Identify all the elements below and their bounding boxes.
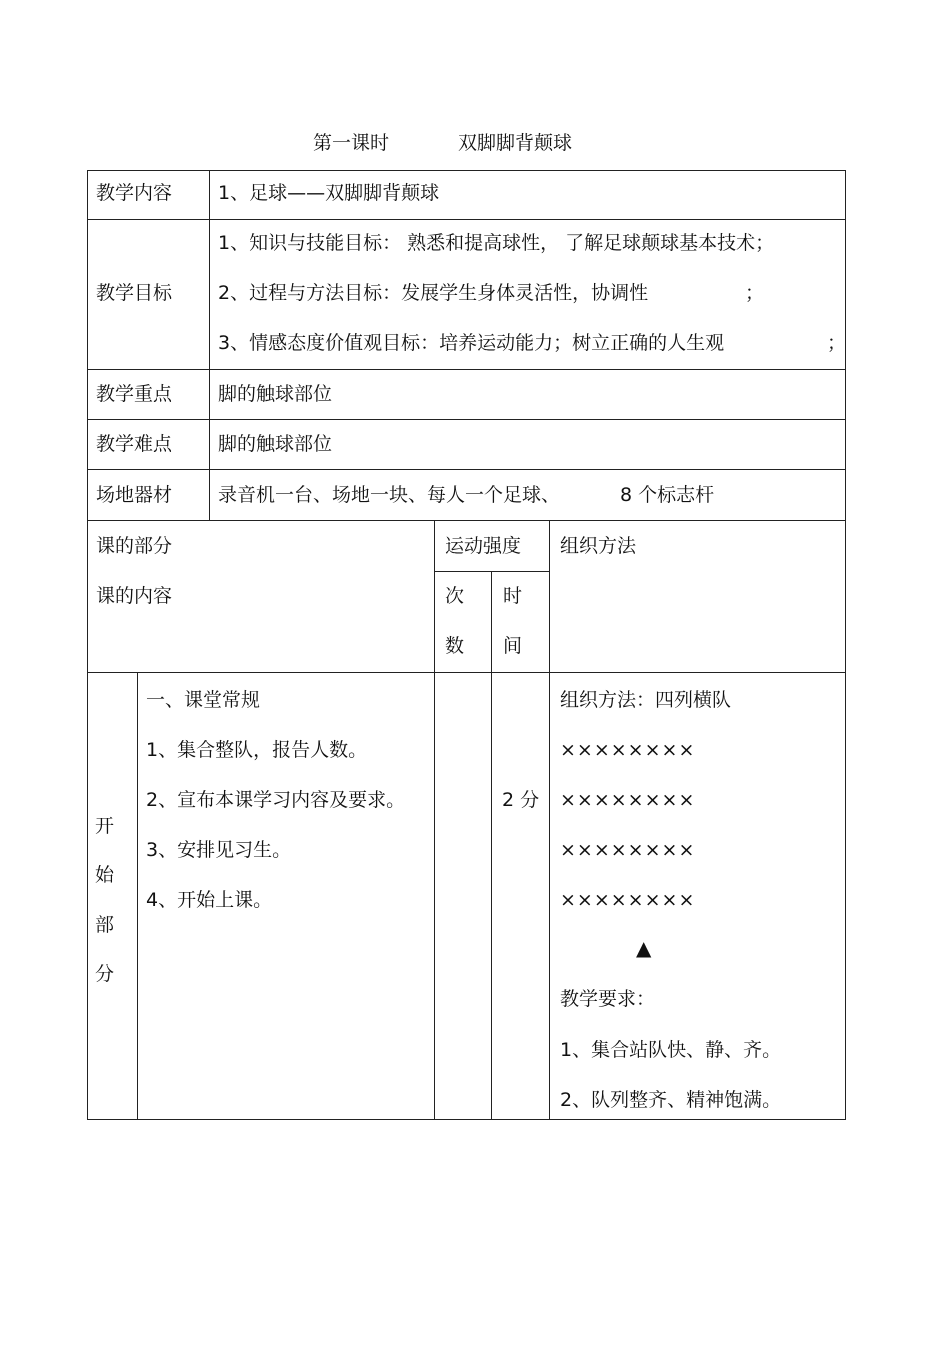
teacher-triangle-icon: ▲ bbox=[636, 936, 652, 960]
content-header: 课的内容 bbox=[96, 585, 173, 607]
objective-3-punct: ； bbox=[827, 332, 847, 354]
content-item: 4、开始上课。 bbox=[146, 889, 273, 911]
row-divider bbox=[87, 469, 846, 470]
section-name-char: 部 bbox=[95, 914, 115, 936]
count-time-divider bbox=[491, 571, 492, 1120]
table-border bbox=[87, 170, 846, 1120]
difficulty-value: 脚的触球部位 bbox=[218, 433, 333, 455]
content-item: 一、课堂常规 bbox=[146, 689, 261, 711]
time-header-1: 时 bbox=[503, 585, 523, 607]
formation-row: ×××××××× bbox=[560, 739, 696, 761]
row-divider bbox=[87, 369, 846, 370]
equipment-extra: 8 个标志杆 bbox=[620, 484, 715, 506]
section-name-char: 开 bbox=[95, 815, 115, 837]
objective-1: 1、知识与技能目标： 熟悉和提高球性， 了解足球颠球基本技术； bbox=[218, 232, 775, 254]
formation-row: ×××××××× bbox=[560, 789, 696, 811]
count-header-2: 数 bbox=[445, 635, 465, 657]
formation-row: ×××××××× bbox=[560, 839, 696, 861]
time-header-2: 间 bbox=[503, 635, 523, 657]
requirements-title: 教学要求： bbox=[560, 988, 656, 1010]
content-item: 3、安排见习生。 bbox=[146, 839, 292, 861]
row-divider bbox=[87, 219, 846, 220]
time-value: 2 分 bbox=[502, 789, 540, 811]
intensity-header: 运动强度 bbox=[445, 535, 522, 557]
method-header: 组织方法 bbox=[560, 535, 637, 557]
content-item: 1、集合整队，报告人数。 bbox=[146, 739, 368, 761]
content-value: 1、足球——双脚脚背颠球 bbox=[218, 182, 440, 204]
objective-3: 3、情感态度价值观目标：培养运动能力；树立正确的人生观 bbox=[218, 332, 725, 354]
formation-row: ×××××××× bbox=[560, 889, 696, 911]
method-column-divider bbox=[549, 520, 550, 1120]
objective-2: 2、过程与方法目标：发展学生身体灵活性，协调性 bbox=[218, 282, 649, 304]
lesson-number: 第一课时 bbox=[313, 132, 390, 154]
row-divider bbox=[87, 520, 846, 521]
content-label: 教学内容 bbox=[96, 182, 173, 204]
equipment-value: 录音机一台、场地一块、每人一个足球、 bbox=[218, 484, 561, 506]
requirement-item: 2、队列整齐、精神饱满。 bbox=[560, 1089, 782, 1111]
method-title: 组织方法：四列横队 bbox=[560, 689, 732, 711]
equipment-label: 场地器材 bbox=[96, 484, 173, 506]
difficulty-label: 教学难点 bbox=[96, 433, 173, 455]
row-divider bbox=[87, 672, 846, 673]
section-name-char: 始 bbox=[95, 864, 115, 886]
row-divider bbox=[87, 419, 846, 420]
requirement-item: 1、集合站队快、静、齐。 bbox=[560, 1039, 782, 1061]
part-header: 课的部分 bbox=[96, 535, 173, 557]
key-point-value: 脚的触球部位 bbox=[218, 383, 333, 405]
section-name-char: 分 bbox=[95, 963, 115, 985]
label-column-divider bbox=[209, 170, 210, 520]
section-column-divider bbox=[137, 672, 138, 1120]
objective-2-punct: ； bbox=[745, 282, 765, 304]
count-header-1: 次 bbox=[445, 585, 465, 607]
lesson-topic: 双脚脚背颠球 bbox=[458, 132, 573, 154]
content-item: 2、宣布本课学习内容及要求。 bbox=[146, 789, 406, 811]
key-point-label: 教学重点 bbox=[96, 383, 173, 405]
content-column-divider bbox=[434, 520, 435, 1120]
objectives-label: 教学目标 bbox=[96, 282, 173, 304]
